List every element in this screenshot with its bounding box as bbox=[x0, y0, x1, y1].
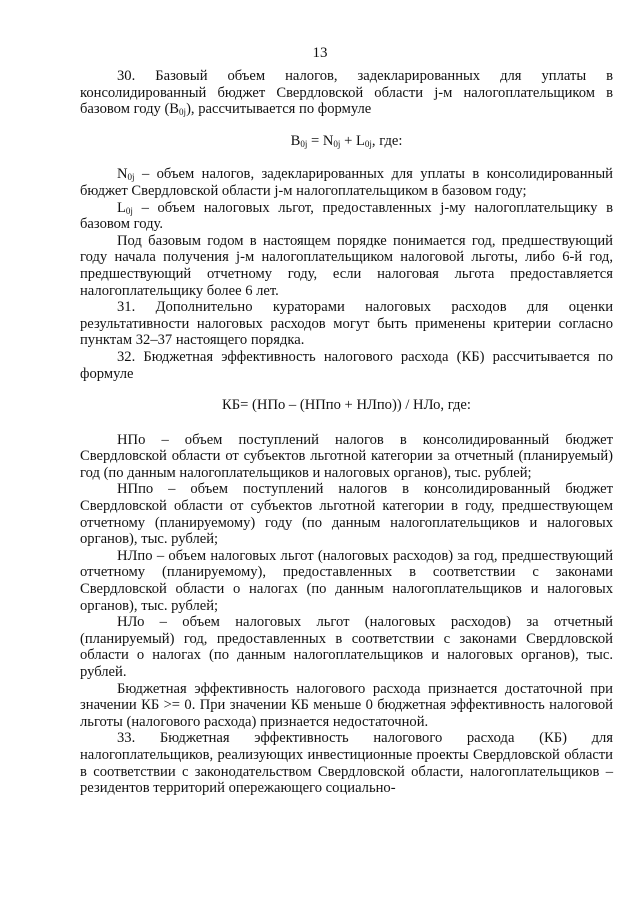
formula-base-volume: $В_{0j} = N_{0j} + L_{0j}$, где: bbox=[290, 132, 403, 149]
page-body bbox=[80, 68, 613, 797]
formula-kb: КБ= (НПо – (НПпо + НЛпо)) / НЛо, где: bbox=[222, 397, 471, 414]
paragraph-33: 33. Бюджетная эффективность налогового расхода (КБ) для налогоплательщиков, реализующих инвестиционные проекты Свердловской области в соответствии с законодательством Свердловской области, налогоплательщиков – резидентов территорий опережающего социально- bbox=[80, 730, 613, 797]
definition-n0j: $N_{0j}$ – объем налогов, задекларированных для уплаты в консолидированный бюджет Свердловской области j-м налогоплательщиком в базовом году; bbox=[80, 166, 613, 199]
definition-nppo: НПпо – объем поступлений налогов в консолидированный бюджет Свердловской области от субъектов льготной категории в году, предшествующем отчетному (планируемому) году (по данным налогоплательщиков и налоговых органов), тыс. рублей; bbox=[80, 481, 613, 548]
page-number: 13 bbox=[312, 45, 328, 61]
base-year-paragraph: Под базовым годом в настоящем порядке понимается год, предшествующий году начала получения j-м налогоплательщиком налоговой льготы, либо 6-й год, предшествующий отчетному году, если налоговая льгота предоставляется налогоплательщику более 6 лет. bbox=[80, 232, 613, 299]
paragraph-30: 30. Базовый объем налогов, задекларированных для уплаты в консолидированный бюджет Свердловской области j-м налогоплательщиком в базовом году $(В_{0j})$, рассчитывается по формуле bbox=[80, 68, 613, 118]
definition-npo: НПо – объем поступлений налогов в консолидированный бюджет Свердловской области от субъектов льготной категории за отчетный (планируемый) год (по данным налогоплательщиков и налоговых органов), тыс. рублей; bbox=[80, 431, 613, 481]
definition-l0j: $L_{0j}$ – объем налоговых льгот, предоставленных j-му налогоплательщику в базовом году. bbox=[80, 199, 613, 233]
kb-evaluation-paragraph: Бюджетная эффективность налогового расхода признается достаточной при значении КБ >= 0. При значении КБ меньше 0 бюджетная эффективность налоговой льготы (налогового расхода) признается недостаточной. bbox=[80, 680, 613, 730]
definition-nlpo: НЛпо – объем налоговых льгот (налоговых расходов) за год, предшествующий отчетному (планируемому), предоставленных в соответствии с законами Свердловской области о налогах (по данным налогоплательщиков и налоговых органов), тыс. рублей; bbox=[80, 547, 613, 614]
paragraph-32: 32. Бюджетная эффективность налогового расхода (КБ) рассчитывается по формуле bbox=[80, 348, 613, 382]
definition-nlo: НЛо – объем налоговых льгот (налоговых расходов) за отчетный (планируемый) год, предоставленных в соответствии с законами Свердловской области о налогах (по данным налогоплательщиков и налоговых органов), тыс. рублей. bbox=[80, 614, 613, 680]
paragraph-31: 31. Дополнительно кураторами налоговых расходов для оценки результативности налоговых расходов могут быть применены критерии согласно пунктам 32–37 настоящего порядка. bbox=[80, 299, 613, 349]
